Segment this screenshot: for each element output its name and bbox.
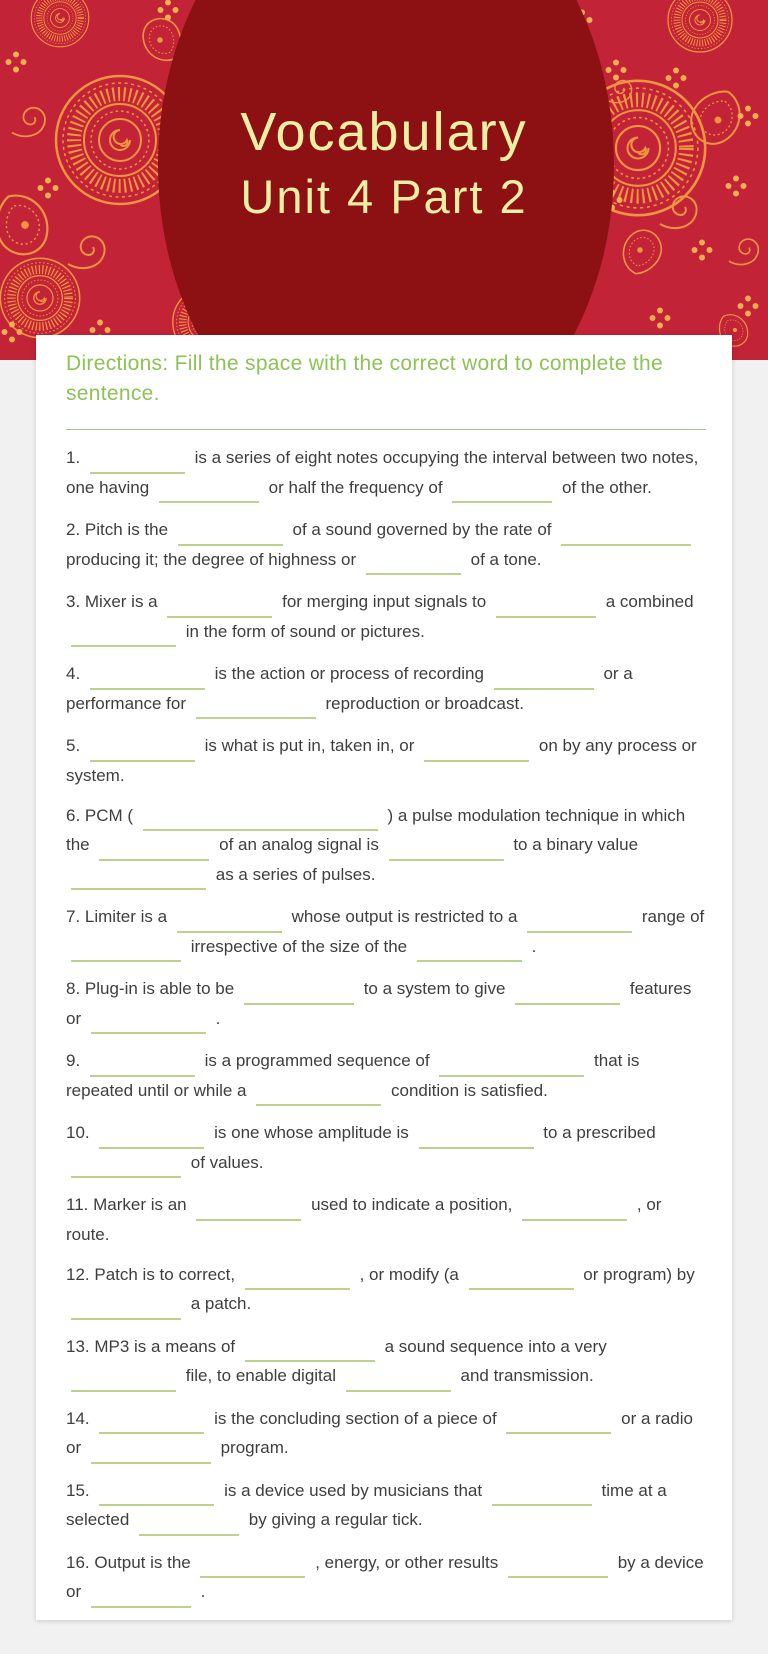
answer-blank[interactable] xyxy=(452,483,552,503)
item-text: or a radio or xyxy=(66,1408,693,1457)
worksheet-item-6 xyxy=(66,802,706,891)
item-text: 7. Limiter is a xyxy=(66,907,168,926)
divider-line xyxy=(66,429,706,430)
answer-blank[interactable] xyxy=(90,742,195,762)
answer-blank[interactable] xyxy=(159,483,259,503)
item-text: is a series of eight notes occupying the interval between two notes, one having xyxy=(66,448,699,497)
answer-blank[interactable] xyxy=(71,1158,181,1178)
item-text: , energy, or other results xyxy=(315,1552,499,1572)
answer-blank[interactable] xyxy=(522,1201,627,1221)
item-text: 9. xyxy=(66,1051,81,1070)
worksheet-title-line1: Vocabulary xyxy=(240,102,528,162)
answer-blank[interactable] xyxy=(71,627,176,647)
item-text: on by any process or system. xyxy=(66,736,697,785)
answer-blank[interactable] xyxy=(91,1444,211,1464)
item-text: of a sound governed by the rate of xyxy=(292,520,552,539)
answer-blank[interactable] xyxy=(561,526,691,546)
answer-blank[interactable] xyxy=(91,1014,206,1034)
worksheet-title xyxy=(0,102,768,224)
answer-blank[interactable] xyxy=(527,913,632,933)
item-text: 15. xyxy=(66,1480,90,1500)
answer-blank[interactable] xyxy=(366,555,461,575)
answer-blank[interactable] xyxy=(178,526,283,546)
item-text: , or modify (a xyxy=(359,1264,459,1284)
items-list xyxy=(66,436,706,1608)
item-text: condition is satisfied. xyxy=(390,1080,548,1100)
answer-blank[interactable] xyxy=(167,598,272,618)
item-text: of values. xyxy=(190,1152,264,1172)
item-text: 8. Plug-in is able to be xyxy=(66,979,235,998)
answer-blank[interactable] xyxy=(196,699,316,719)
worksheet-card xyxy=(36,335,732,1620)
item-text: time at a selected xyxy=(66,1480,667,1529)
item-text: of the other. xyxy=(562,477,652,497)
item-text: . xyxy=(215,1008,221,1028)
item-text: or a performance for xyxy=(66,664,633,713)
answer-blank[interactable] xyxy=(244,985,354,1005)
item-text: features or xyxy=(66,979,692,1028)
answer-blank[interactable] xyxy=(492,1486,592,1506)
item-text: 3. Mixer is a xyxy=(66,592,158,611)
answer-blank[interactable] xyxy=(496,598,596,618)
answer-blank[interactable] xyxy=(200,1558,305,1578)
worksheet-item-13 xyxy=(66,1333,706,1392)
item-text: for merging input signals to xyxy=(282,592,487,611)
item-text: is one whose amplitude is xyxy=(214,1123,409,1142)
worksheet-item-14 xyxy=(66,1405,706,1464)
item-text: 10. xyxy=(66,1123,90,1142)
item-text: . xyxy=(531,936,537,956)
worksheet-title-line2: Unit 4 Part 2 xyxy=(240,170,528,223)
answer-blank[interactable] xyxy=(71,1372,176,1392)
answer-blank[interactable] xyxy=(91,1588,191,1608)
answer-blank[interactable] xyxy=(177,913,282,933)
item-text: a sound sequence into a very xyxy=(384,1336,607,1356)
item-text: 16. Output is the xyxy=(66,1552,191,1572)
answer-blank[interactable] xyxy=(494,670,594,690)
item-text: irrespective of the size of the xyxy=(190,936,408,956)
answer-blank[interactable] xyxy=(90,454,185,474)
answer-blank[interactable] xyxy=(71,942,181,962)
answer-blank[interactable] xyxy=(419,1129,534,1149)
answer-blank[interactable] xyxy=(245,1342,375,1362)
item-text: is what is put in, taken in, or xyxy=(204,736,415,755)
item-text: or half the frequency of xyxy=(268,477,443,497)
item-text: 5. xyxy=(66,736,81,755)
worksheet-item-5 xyxy=(66,732,706,789)
item-text: whose output is restricted to a xyxy=(291,907,518,926)
item-text: to a system to give xyxy=(363,979,506,998)
item-text: ) a pulse modulation technique in which the xyxy=(66,805,686,854)
directions-text: Directions: Fill the space with the correct word to complete the sentence. xyxy=(66,352,663,405)
item-text: of an analog signal is xyxy=(219,835,379,854)
answer-blank[interactable] xyxy=(99,1129,204,1149)
answer-blank[interactable] xyxy=(469,1270,574,1290)
item-text: in the form of sound or pictures. xyxy=(185,621,425,641)
worksheet-header xyxy=(0,0,768,360)
item-text: by a device or xyxy=(66,1552,704,1601)
answer-blank[interactable] xyxy=(515,985,620,1005)
item-text: is the concluding section of a piece of xyxy=(214,1408,497,1428)
item-text: and transmission. xyxy=(460,1366,594,1385)
item-text: used to indicate a position, xyxy=(311,1195,513,1214)
item-text: to a prescribed xyxy=(543,1123,656,1142)
answer-blank[interactable] xyxy=(424,742,529,762)
answer-blank[interactable] xyxy=(417,942,522,962)
item-text: , or route. xyxy=(66,1195,662,1244)
worksheet-item-9 xyxy=(66,1047,706,1106)
worksheet-item-2 xyxy=(66,516,706,575)
item-text: as a series of pulses. xyxy=(215,864,376,884)
answer-blank[interactable] xyxy=(346,1372,451,1392)
item-text: a patch. xyxy=(190,1294,252,1313)
answer-blank[interactable] xyxy=(99,841,209,861)
answer-blank[interactable] xyxy=(90,1057,195,1077)
worksheet-item-1 xyxy=(66,444,706,503)
item-text: 1. xyxy=(66,448,81,467)
item-text: reproduction or broadcast. xyxy=(325,693,524,713)
worksheet-item-7 xyxy=(66,903,706,962)
item-text: is a device used by musicians that xyxy=(224,1480,483,1500)
item-text: 13. MP3 is a means of xyxy=(66,1336,236,1356)
answer-blank[interactable] xyxy=(439,1057,584,1077)
answer-blank[interactable] xyxy=(256,1086,381,1106)
item-text: 11. Marker is an xyxy=(66,1195,187,1214)
item-text: . xyxy=(200,1582,206,1601)
answer-blank[interactable] xyxy=(99,1486,214,1506)
item-text: 12. Patch is to correct, xyxy=(66,1264,236,1284)
answer-blank[interactable] xyxy=(508,1558,608,1578)
item-text: that is repeated until or while a xyxy=(66,1051,640,1100)
item-text: program. xyxy=(220,1438,289,1457)
worksheet-item-16 xyxy=(66,1549,706,1608)
item-text: producing it; the degree of highness or xyxy=(66,549,357,569)
item-text: by giving a regular tick. xyxy=(248,1510,423,1529)
answer-blank[interactable] xyxy=(389,841,504,861)
item-text: is the action or process of recording xyxy=(214,664,484,683)
answer-blank[interactable] xyxy=(71,870,206,890)
worksheet-item-12 xyxy=(66,1261,706,1320)
worksheet-item-4 xyxy=(66,660,706,719)
answer-blank[interactable] xyxy=(196,1201,301,1221)
item-text: is a programmed sequence of xyxy=(204,1051,430,1070)
worksheet-item-11 xyxy=(66,1191,706,1248)
item-text: 2. Pitch is the xyxy=(66,520,169,539)
item-text: 4. xyxy=(66,664,81,683)
answer-blank[interactable] xyxy=(139,1516,239,1536)
worksheet-item-10 xyxy=(66,1119,706,1178)
answer-blank[interactable] xyxy=(90,670,205,690)
item-text: or program) by xyxy=(583,1264,695,1284)
item-text: range of xyxy=(641,907,705,926)
answer-blank[interactable] xyxy=(99,1414,204,1434)
worksheet-item-15 xyxy=(66,1477,706,1536)
answer-blank[interactable] xyxy=(71,1300,181,1320)
worksheet-item-3 xyxy=(66,588,706,647)
item-text: to a binary value xyxy=(513,835,639,854)
item-text: of a tone. xyxy=(470,549,542,569)
item-text: 6. PCM ( xyxy=(66,805,134,825)
item-text: file, to enable digital xyxy=(185,1366,337,1385)
answer-blank[interactable] xyxy=(143,811,378,831)
item-text: 14. xyxy=(66,1408,90,1428)
worksheet-item-8 xyxy=(66,975,706,1034)
item-text: a combined xyxy=(605,592,694,611)
answer-blank[interactable] xyxy=(245,1270,350,1290)
answer-blank[interactable] xyxy=(506,1414,611,1434)
